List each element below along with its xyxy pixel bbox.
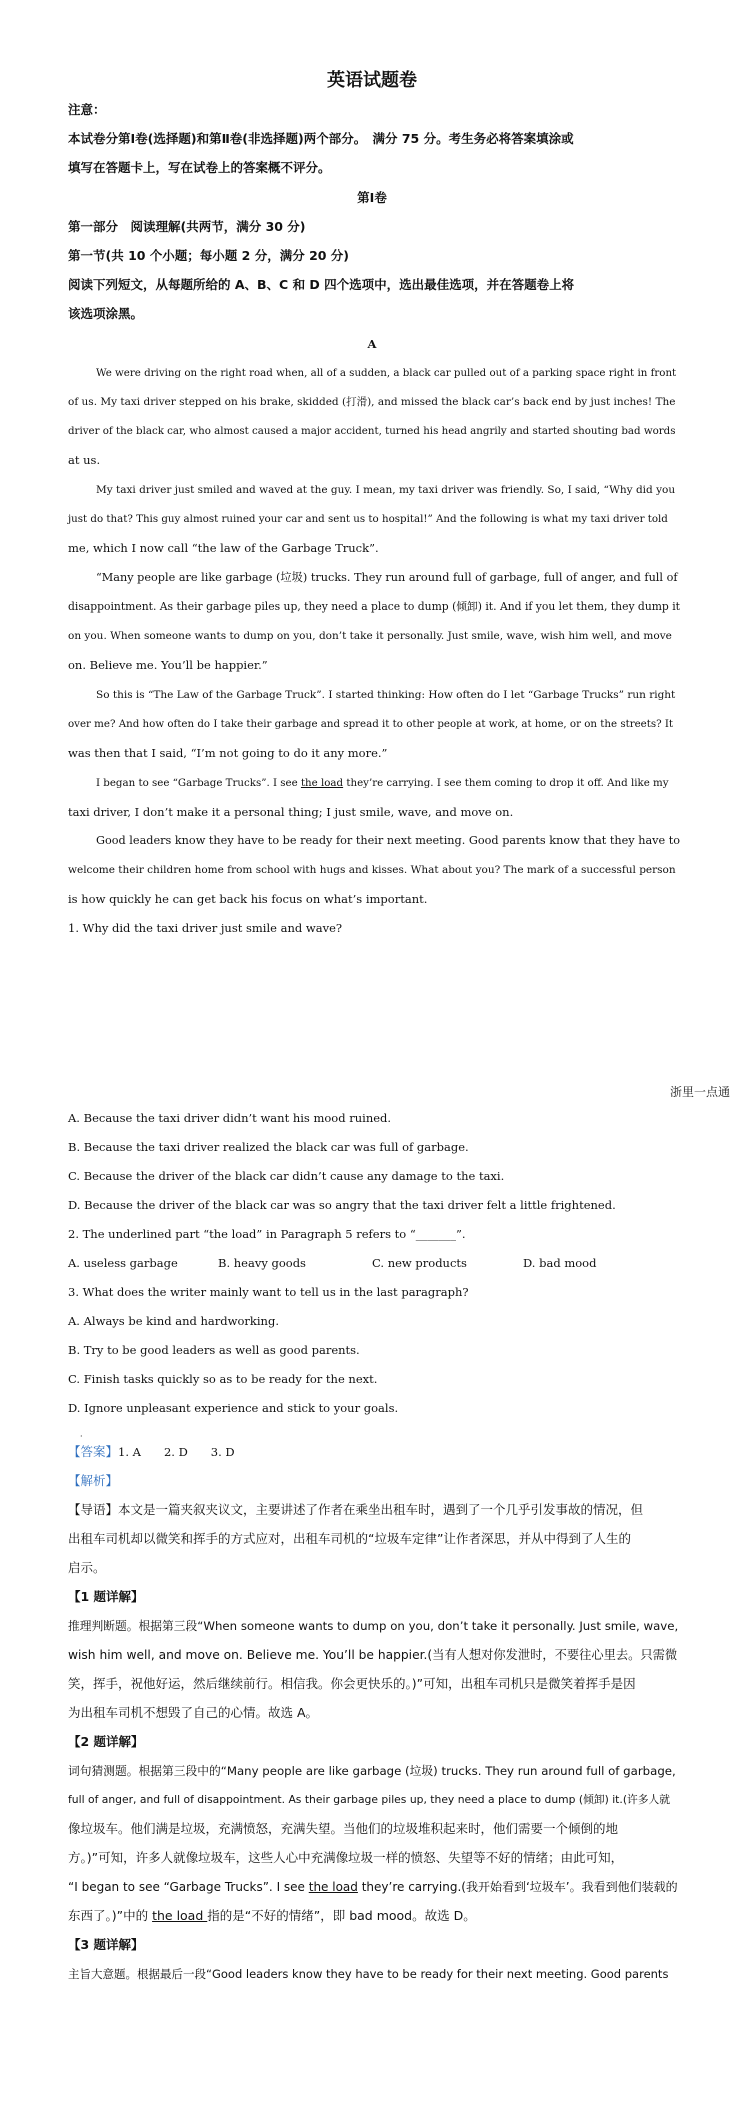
passage-line: me, which I now call “the law of the Garbage Truck”. — [68, 541, 379, 555]
option-c: C. new products — [372, 1256, 467, 1270]
detail-label: 【3 题详解】 — [68, 1937, 144, 1952]
detail-text: “I began to see “Garbage Trucks”. I see — [68, 1880, 309, 1894]
passage-text: they’re carrying. I see them coming to drop it off. And like my — [343, 777, 669, 789]
answer-label: 【答案】 — [68, 1444, 119, 1459]
passage-line — [96, 776, 680, 790]
volume-heading: 第Ⅰ卷 — [357, 190, 387, 205]
detail-text: 东西了。)”中的 — [68, 1908, 153, 1923]
passage-line: So this is “The Law of the Garbage Truck”. I started thinking: How often do I let “Garbage Trucks” run right — [96, 689, 676, 701]
detail-line: 推理判断题。根据第三段“When someone wants to dump on you, don’t take it personally. Just smile, wave, — [68, 1619, 679, 1633]
passage-line: disappointment. As their garbage piles up, they need a place to dump (倾卸) it. And if you let them, they dump it — [68, 600, 680, 613]
instruction-line: 该选项涂黑。 — [68, 306, 144, 321]
guide-line: 出租车司机却以微笑和挥手的方式应对，出租车司机的“垃圾车定律”让作者深思，并从中得到了人生的 — [68, 1531, 631, 1546]
page-title: 英语试题卷 — [327, 70, 417, 91]
answer-text: 1. A 2. D 3. D — [118, 1445, 235, 1459]
detail-line — [68, 1909, 680, 1923]
option-a: A. Because the taxi driver didn’t want his mood ruined. — [68, 1111, 392, 1125]
question-stem: 2. The underlined part “the load” in Paragraph 5 refers to “_______”. — [68, 1227, 466, 1241]
detail-line: wish him well, and move on. Believe me. You’ll be happier.(当有人想对你发泄时，不要往心里去。只需微 — [68, 1648, 678, 1662]
detail-line: 词句猜测题。根据第三段中的“Many people are like garbage (垃圾) trucks. They run around full of garbage, — [68, 1764, 676, 1778]
passage-line: “Many people are like garbage (垃圾) trucks. They run around full of garbage, full of anger, and full of — [96, 571, 678, 584]
notice-label: 注意： — [68, 102, 106, 117]
option-c: C. Because the driver of the black car didn’t cause any damage to the taxi. — [68, 1169, 505, 1183]
guide-line: 【导语】本文是一篇夹叙夹议文，主要讲述了作者在乘坐出租车时，遇到了一个几乎引发事故的情况，但 — [68, 1502, 644, 1517]
detail-line: 方。)”可知，许多人就像垃圾车，这些人心中充满像垃圾一样的愤怒、失望等不好的情绪；由此可知， — [68, 1850, 624, 1865]
option-b: B. Try to be good leaders as well as good parents. — [68, 1343, 360, 1357]
stray-dot-mark: · — [80, 1432, 83, 1441]
passage-line: My taxi driver just smiled and waved at the guy. I mean, my taxi driver was friendly. So, I said, “Why did you — [96, 484, 676, 496]
underlined-the-load: the load — [152, 1908, 208, 1923]
section-heading: 第一节(共 10 个小题；每小题 2 分，满分 20 分) — [68, 248, 350, 263]
analysis-label: 【解析】 — [68, 1473, 119, 1488]
detail-text: 指的是“不好的情绪”，即 bad mood。故选 D。 — [207, 1908, 476, 1923]
passage-line: on. Believe me. You’ll be happier.” — [68, 658, 268, 672]
passage-line: just do that? This guy almost ruined your car and sent us to hospital!” And the following is what my taxi driver told — [68, 513, 668, 525]
option-d: D. Because the driver of the black car was so angry that the taxi driver felt a little frightened. — [68, 1198, 616, 1212]
part-heading: 第一部分 阅读理解(共两节，满分 30 分) — [68, 219, 306, 234]
underlined-the-load: the load — [308, 1880, 358, 1894]
passage-line: driver of the black car, who almost caused a major accident, turned his head angrily and started shouting bad words — [68, 425, 676, 437]
passage-line: We were driving on the right road when, all of a sudden, a black car pulled out of a parking space right in front — [96, 367, 677, 379]
option-b: B. heavy goods — [218, 1256, 306, 1270]
detail-line — [68, 1880, 680, 1894]
passage-line: of us. My taxi driver stepped on his brake, skidded (打滑), and missed the black car’s back end by just inches! The — [68, 396, 676, 408]
notice-line: 本试卷分第Ⅰ卷(选择题)和第Ⅱ卷(非选择题)两个部分。 满分 75 分。考生务必将答案填涂或 — [68, 131, 574, 146]
detail-text: they’re carrying.(我开始看到‘垃圾车’。我看到他们装载的 — [357, 1880, 678, 1894]
question-stem: 1. Why did the taxi driver just smile and wave? — [68, 921, 343, 935]
watermark: 浙里一点通 — [669, 1085, 730, 1099]
detail-label: 【1 题详解】 — [68, 1589, 144, 1604]
passage-line: was then that I said, “I’m not going to do it any more.” — [68, 746, 388, 760]
option-a: A. useless garbage — [68, 1256, 178, 1270]
detail-line: 为出租车司机不想毁了自己的心情。故选 A。 — [68, 1705, 319, 1720]
instruction-line: 阅读下列短文，从每题所给的 A、B、C 和 D 四个选项中，选出最佳选项，并在答题卷上将 — [68, 277, 575, 292]
guide-line: 启示。 — [68, 1560, 106, 1575]
option-b: B. Because the taxi driver realized the black car was full of garbage. — [68, 1140, 469, 1154]
option-d: D. bad mood — [523, 1256, 597, 1270]
notice-line: 填写在答题卡上，写在试卷上的答案概不评分。 — [68, 160, 331, 175]
detail-line: 笑，挥手，祝他好运，然后继续前行。相信我。你会更快乐的。)”可知，出租车司机只是微笑着挥手是因 — [68, 1676, 636, 1691]
answer-line — [68, 1445, 680, 1459]
passage-text: I began to see “Garbage Trucks”. I see — [96, 777, 301, 789]
detail-label: 【2 题详解】 — [68, 1734, 144, 1749]
passage-line: is how quickly he can get back his focus on what’s important. — [68, 892, 428, 906]
passage-line: Good leaders know they have to be ready for their next meeting. Good parents know that they have to — [96, 834, 681, 847]
passage-label: A — [367, 337, 377, 351]
passage-line: at us. — [68, 453, 101, 467]
detail-line: 主旨大意题。根据最后一段“Good leaders know they have to be ready for their next meeting. Good parents — [68, 1967, 669, 1981]
detail-line: full of anger, and full of disappointment. As their garbage piles up, they need a place to dump (倾卸) it.(许多人就 — [68, 1793, 671, 1806]
question-stem: 3. What does the writer mainly want to tell us in the last paragraph? — [68, 1285, 469, 1299]
passage-line: over me? And how often do I take their garbage and spread it to other people at work, at home, or on the streets? It — [68, 718, 674, 730]
detail-line: 像垃圾车。他们满是垃圾，充满愤怒，充满失望。当他们的垃圾堆积起来时，他们需要一个倾倒的地 — [68, 1821, 619, 1836]
passage-line: welcome their children home from school with hugs and kisses. What about you? The mark of a successful person — [68, 864, 676, 876]
passage-line: on you. When someone wants to dump on you, don’t take it personally. Just smile, wave, wish him well, and move — [68, 630, 672, 642]
passage-line: taxi driver, I don’t make it a personal thing; I just smile, wave, and move on. — [68, 805, 514, 819]
option-d: D. Ignore unpleasant experience and stick to your goals. — [68, 1401, 399, 1415]
option-c: C. Finish tasks quickly so as to be ready for the next. — [68, 1372, 378, 1386]
option-a: A. Always be kind and hardworking. — [68, 1314, 279, 1328]
underlined-the-load: the load — [300, 777, 344, 789]
